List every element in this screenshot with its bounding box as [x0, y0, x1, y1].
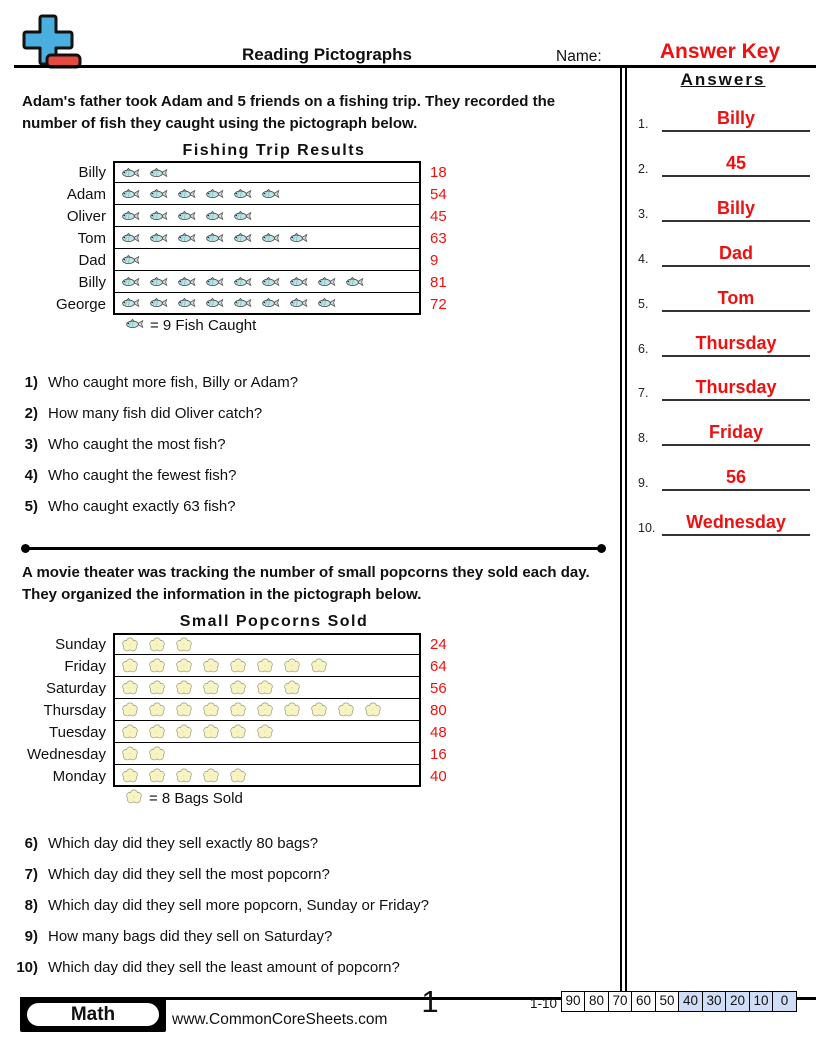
- fish-icon: [289, 232, 308, 244]
- row-value: 24: [430, 635, 447, 653]
- fish-icon: [261, 276, 280, 288]
- answer-number: 5.: [638, 296, 649, 311]
- row-value: 9: [430, 251, 439, 269]
- row-label: Adam: [66, 185, 106, 203]
- row-label: Dad: [78, 251, 106, 269]
- pictograph-row: [20, 765, 447, 787]
- popcorn-icon: [121, 746, 139, 761]
- popcorn-icon: [175, 637, 193, 652]
- row-icons: [113, 271, 421, 293]
- fish-icon: [233, 276, 252, 288]
- answers-divider-line: [625, 68, 627, 992]
- fish-icon: [121, 297, 140, 309]
- fish-icon: [121, 232, 140, 244]
- fish-icon: [121, 188, 140, 200]
- question-number: 4): [24, 467, 38, 484]
- grading-range-label: 1-10: [530, 996, 558, 1011]
- popcorn-icon: [148, 658, 166, 673]
- row-icons: [113, 721, 421, 743]
- answer-blank-line: [662, 243, 810, 267]
- row-icons: [113, 699, 421, 721]
- row-value: 56: [430, 679, 447, 697]
- answer-number: 2.: [638, 161, 649, 176]
- question-text: Who caught the most fish?: [48, 436, 226, 453]
- fish-icon: [317, 297, 336, 309]
- commoncoresheets-logo: [16, 13, 84, 69]
- answer-value: Friday: [708, 422, 764, 443]
- fish-icon: [149, 188, 168, 200]
- answer-number: 10.: [638, 521, 656, 536]
- fish-icon: [125, 318, 144, 330]
- popcorn-icon: [175, 724, 193, 739]
- row-label: Billy: [78, 273, 106, 291]
- popcorn-icon: [283, 702, 301, 717]
- answer-number: 9.: [638, 476, 649, 491]
- row-label: Saturday: [45, 679, 106, 697]
- fish-icon: [205, 210, 224, 222]
- question-text: Which day did they sell exactly 80 bags?: [48, 835, 319, 852]
- fish-icon: [149, 210, 168, 222]
- popcorn-icon: [229, 658, 247, 673]
- answer-item: [638, 288, 810, 312]
- popcorn-icon: [256, 702, 274, 717]
- popcorn-icon: [337, 702, 355, 717]
- pictograph-row: [20, 743, 447, 765]
- row-icons: [113, 655, 421, 677]
- row-value: 81: [430, 273, 447, 291]
- question-text: How many fish did Oliver catch?: [48, 405, 263, 422]
- row-label: Thursday: [43, 701, 106, 719]
- fish-icon: [205, 232, 224, 244]
- popcorn-icon: [229, 702, 247, 717]
- answer-number: 4.: [638, 251, 649, 266]
- popcorn-icon: [202, 702, 220, 717]
- fish-icon: [261, 188, 280, 200]
- page-number: 1: [421, 984, 439, 1019]
- answer-value: Tom: [717, 287, 755, 308]
- popcorn-icon: [148, 680, 166, 695]
- question-item: [15, 467, 600, 484]
- row-icons: [113, 249, 421, 271]
- row-icons: [113, 183, 421, 205]
- grade-cell: 50: [655, 991, 680, 1012]
- answer-blank-line: [662, 422, 810, 446]
- row-label: Oliver: [66, 207, 106, 225]
- row-label: Sunday: [55, 635, 106, 653]
- grade-cell: 10: [749, 991, 774, 1012]
- row-icons: [113, 765, 421, 787]
- question-number: 8): [24, 897, 38, 914]
- pictograph-row: [20, 699, 447, 721]
- popcorn-icon: [121, 702, 139, 717]
- fish-icon: [289, 276, 308, 288]
- row-label: George: [55, 295, 106, 313]
- row-icons: [113, 743, 421, 765]
- popcorn-icon: [202, 768, 220, 783]
- row-label: Tuesday: [49, 723, 106, 741]
- website-url: www.CommonCoreSheets.com: [172, 1011, 388, 1028]
- row-icons: [113, 161, 421, 183]
- question-text: How many bags did they sell on Saturday?: [48, 928, 333, 945]
- pictograph-row: [20, 161, 447, 183]
- popcorn-icon: [256, 680, 274, 695]
- key-popcorn-icon: [125, 789, 143, 808]
- row-value: 72: [430, 295, 447, 313]
- question-item: [15, 374, 600, 391]
- popcorn-icon: [283, 680, 301, 695]
- fish-icon: [149, 297, 168, 309]
- popcorn-icon: [148, 724, 166, 739]
- answer-item: [638, 333, 810, 357]
- answer-number: 1.: [638, 117, 649, 131]
- question-item: [15, 897, 600, 914]
- answer-item: [638, 243, 810, 267]
- popcorn-icon: [125, 789, 143, 804]
- divider-dot: [597, 544, 606, 553]
- question-text: Which day did they sell more popcorn, Sunday or Friday?: [48, 897, 430, 914]
- answer-blank-line: [662, 377, 810, 401]
- pictograph-row: [20, 271, 447, 293]
- answer-value: Thursday: [695, 377, 777, 398]
- grade-cell: 80: [584, 991, 609, 1012]
- row-icons: [113, 227, 421, 249]
- chart2-title: Small Popcorns Sold: [179, 613, 369, 630]
- answer-number: 6.: [638, 341, 649, 356]
- popcorn-icon: [229, 724, 247, 739]
- popcorn-icon: [121, 658, 139, 673]
- popcorn-icon: [202, 658, 220, 673]
- fish-icon: [233, 210, 252, 222]
- answer-blank-line: [662, 288, 810, 312]
- grading-scale: [562, 991, 797, 1012]
- popcorn-icon: [202, 680, 220, 695]
- row-label: Tom: [77, 229, 106, 247]
- answer-blank-line: [662, 198, 810, 222]
- row-icons: [113, 677, 421, 699]
- fish-icon: [121, 276, 140, 288]
- row-icons: [113, 633, 421, 655]
- pictograph-row: [20, 183, 447, 205]
- subject-badge: [20, 997, 166, 1032]
- popcorn-icon: [121, 768, 139, 783]
- answer-item: [638, 153, 810, 177]
- answers-divider-line: [620, 68, 622, 992]
- row-value: 54: [430, 185, 447, 203]
- popcorn-icon: [175, 768, 193, 783]
- pictograph-row: [20, 293, 447, 315]
- answer-blank-line: [662, 153, 810, 177]
- chart1-title: Fishing Trip Results: [182, 142, 366, 159]
- pictograph-row: [20, 205, 447, 227]
- name-label: Name:: [556, 48, 602, 65]
- question-number: 5): [24, 498, 38, 515]
- answer-blank-line: [662, 333, 810, 357]
- answer-blank-line: [662, 512, 810, 536]
- row-icons: [113, 293, 421, 315]
- answer-number: 8.: [638, 431, 649, 446]
- question-number: 1): [24, 374, 38, 391]
- row-label: Friday: [64, 657, 106, 675]
- fish-icon: [317, 276, 336, 288]
- question-text: Who caught more fish, Billy or Adam?: [48, 374, 299, 391]
- row-value: 63: [430, 229, 447, 247]
- answer-blank-line: [662, 108, 810, 132]
- grade-cell: 20: [725, 991, 750, 1012]
- popcorn-icon: [229, 768, 247, 783]
- question-text: Which day did they sell the most popcorn?: [48, 866, 330, 883]
- answer-value: Dad: [718, 242, 753, 263]
- fish-icon: [233, 188, 252, 200]
- popcorn-icon: [121, 637, 139, 652]
- question-item: [15, 866, 600, 883]
- header-rule: [14, 65, 816, 68]
- answer-value: 56: [725, 467, 747, 488]
- fish-icon: [205, 188, 224, 200]
- fish-icon: [261, 232, 280, 244]
- question-item: [15, 928, 600, 945]
- answer-value: Billy: [716, 108, 755, 128]
- popcorn-icon: [175, 680, 193, 695]
- row-value: 18: [430, 163, 447, 181]
- row-value: 80: [430, 701, 447, 719]
- chart2-key: [125, 789, 243, 808]
- fish-icon: [177, 188, 196, 200]
- row-value: 40: [430, 767, 447, 785]
- row-label: Monday: [52, 767, 106, 785]
- answer-number: 7.: [638, 386, 649, 401]
- row-value: 48: [430, 723, 447, 741]
- answer-key-label: Answer Key: [659, 40, 781, 63]
- fish-icon: [177, 276, 196, 288]
- subject-label: Math: [25, 1001, 161, 1028]
- popcorn-icon: [229, 680, 247, 695]
- answer-value: 45: [725, 152, 747, 173]
- fish-icon: [177, 210, 196, 222]
- pictograph-table: [20, 633, 447, 787]
- question-number: 6): [24, 835, 38, 852]
- fish-icon: [177, 232, 196, 244]
- question-item: [15, 959, 600, 976]
- popcorn-icon: [310, 702, 328, 717]
- question-text: Which day did they sell the least amount of popcorn?: [48, 959, 400, 976]
- fish-icon: [289, 297, 308, 309]
- fish-icon: [149, 276, 168, 288]
- question-item: [15, 405, 600, 422]
- pictograph-row: [20, 249, 447, 271]
- pictograph-row: [20, 721, 447, 743]
- question-number: 9): [24, 928, 38, 945]
- pictograph-row: [20, 633, 447, 655]
- grade-cell: 90: [561, 991, 586, 1012]
- popcorn-icon: [148, 637, 166, 652]
- answer-item: [638, 198, 810, 222]
- fish-icon: [205, 276, 224, 288]
- grade-cell: 40: [678, 991, 703, 1012]
- fish-icon: [233, 297, 252, 309]
- popcorn-icon: [283, 658, 301, 673]
- question-item: [15, 436, 600, 453]
- popcorn-icon: [256, 658, 274, 673]
- fish-icon: [233, 232, 252, 244]
- popcorn-icon: [175, 702, 193, 717]
- question-number: 2): [24, 405, 38, 422]
- divider-dot: [21, 544, 30, 553]
- answer-item: [638, 108, 810, 132]
- pictograph-row: [20, 655, 447, 677]
- fish-icon: [121, 167, 140, 179]
- row-icons: [113, 205, 421, 227]
- answer-blank-line: [662, 467, 810, 491]
- answer-value: Wednesday: [686, 512, 786, 533]
- answer-item: [638, 467, 810, 491]
- fish-icon: [177, 297, 196, 309]
- question-text: Who caught the fewest fish?: [48, 467, 237, 484]
- fish-icon: [121, 210, 140, 222]
- popcorn-icon: [310, 658, 328, 673]
- key-text: = 9 Fish Caught: [150, 317, 257, 334]
- row-label: Billy: [78, 163, 106, 181]
- answer-item: [638, 377, 810, 401]
- answer-value: Billy: [716, 197, 755, 218]
- section-divider: [25, 547, 602, 550]
- question-text: Who caught exactly 63 fish?: [48, 498, 236, 515]
- grade-cell: 30: [702, 991, 727, 1012]
- fish-icon: [121, 254, 140, 266]
- key-fish-icon: [125, 317, 144, 334]
- popcorn-icon: [121, 724, 139, 739]
- fish-icon: [261, 297, 280, 309]
- fish-icon: [149, 232, 168, 244]
- answer-item: [638, 422, 810, 446]
- pictograph-table: [20, 161, 447, 315]
- popcorn-icon: [364, 702, 382, 717]
- popcorn-icon: [148, 768, 166, 783]
- row-value: 45: [430, 207, 447, 225]
- pictograph-row: [20, 677, 447, 699]
- popcorn-icon: [148, 746, 166, 761]
- answer-value: Thursday: [695, 332, 777, 353]
- question-item: [15, 498, 600, 515]
- row-label: Wednesday: [27, 745, 106, 763]
- fish-icon: [205, 297, 224, 309]
- popcorn-icon: [202, 724, 220, 739]
- question-number: 3): [24, 436, 38, 453]
- grade-cell: 0: [772, 991, 797, 1012]
- section1-intro: Adam's father took Adam and 5 friends on a fishing trip. They recorded the number of fish they caught using the pictograph below.: [22, 93, 556, 132]
- answer-number: 3.: [638, 206, 649, 221]
- key-text: = 8 Bags Sold: [149, 790, 243, 807]
- question-number: 10): [16, 959, 38, 976]
- grade-cell: 60: [631, 991, 656, 1012]
- popcorn-icon: [148, 702, 166, 717]
- pictograph-row: [20, 227, 447, 249]
- answers-heading: Answers: [680, 70, 766, 89]
- question-item: [15, 835, 600, 852]
- row-value: 64: [430, 657, 447, 675]
- row-value: 16: [430, 745, 447, 763]
- section2-intro: A movie theater was tracking the number of small popcorns they sold each day. They organized the information in the pictograph below.: [22, 564, 590, 603]
- question-number: 7): [24, 866, 38, 883]
- chart1-key: [125, 317, 256, 334]
- popcorn-icon: [175, 658, 193, 673]
- fish-icon: [149, 167, 168, 179]
- fish-icon: [345, 276, 364, 288]
- page-title: Reading Pictographs: [241, 45, 413, 64]
- popcorn-icon: [121, 680, 139, 695]
- popcorn-icon: [256, 724, 274, 739]
- grade-cell: 70: [608, 991, 633, 1012]
- answer-item: [638, 512, 810, 536]
